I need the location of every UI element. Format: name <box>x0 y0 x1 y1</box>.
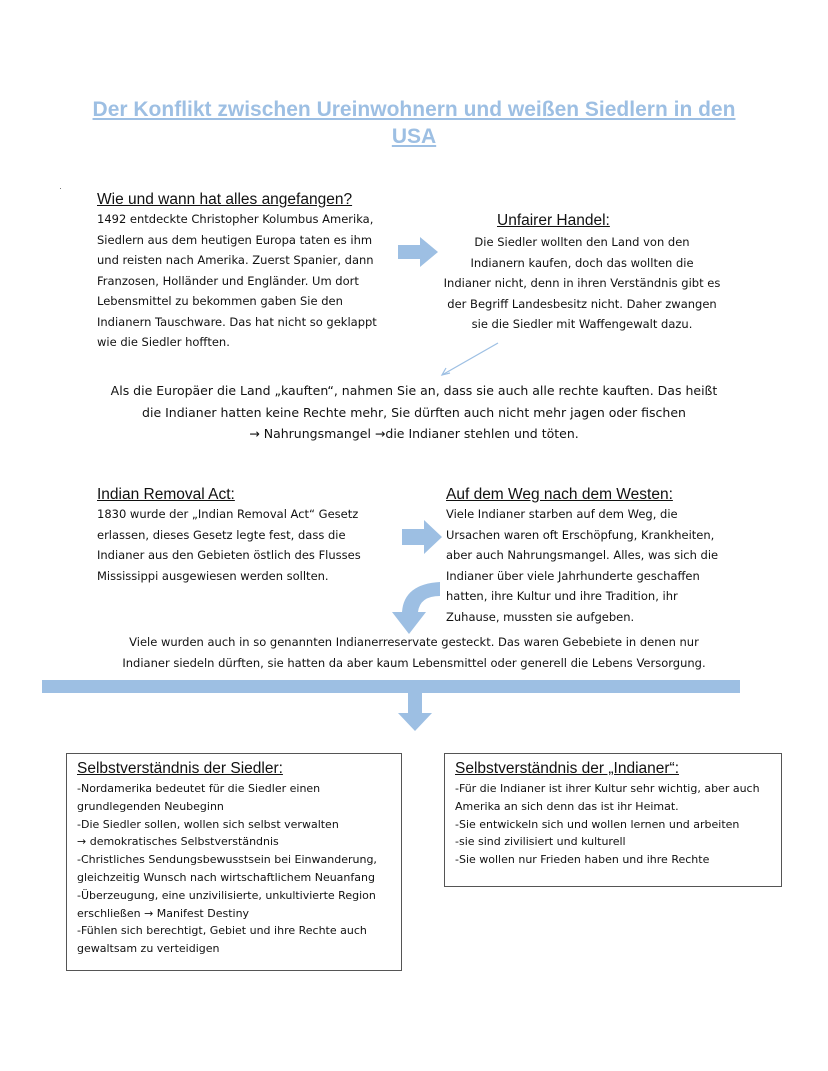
arrow-down-icon <box>398 693 432 731</box>
stray-dot <box>60 188 61 189</box>
rights-text: Als die Europäer die Land „kauften“, nahmen Sie an, dass sie auch alle rechte kauften. Das heißt die Indianer hatten keine Rechte mehr, Sie dürften auch nicht mehr jagen oder fischen → Nahrungsmangel →die Indianer stehlen und töten. <box>110 383 718 441</box>
indians-text: -Für die Indianer ist ihrer Kultur sehr wichtig, aber auch Amerika an sich denn das ist ihr Heimat. -Sie entwickeln sich und wollen lernen und arbeiten -sie sind zivilisiert und kulturell -Sie wollen nur Frieden haben und ihre Rechte <box>455 782 760 867</box>
removal-text: 1830 wurde der „Indian Removal Act“ Gesetz erlassen, dieses Gesetz legte fest, dass die Indianer aus den Gebieten östlich des Flusses Mississippi ausgewiesen werden sollten. <box>97 507 361 583</box>
west-text: Viele Indianer starben auf dem Weg, die Ursachen waren oft Erschöpfung, Krankheiten, aber auch Nahrungsmangel. Alles, was sich die Indianer über viele Jahrhunderte geschaffen hatten, ihre Kultur und ihre Tradition, ihr Zuhause, mussten sie aufgeben. <box>446 507 719 624</box>
settlers-heading: Selbstverständnis der Siedler: <box>77 760 283 777</box>
start-text: 1492 entdeckte Christopher Kolumbus Amerika, Siedlern aus dem heutigen Europa taten es ihm und reisten nach Amerika. Zuerst Spanier, dann Franzosen, Holländer und Engländer. Um dort Lebensmittel zu bekommen gaben Sie den Indianern Tauschware. Das hat nicht so geklappt wie die Siedler hofften. <box>97 212 377 349</box>
trade-text: Die Siedler wollten den Land von den Indianern kaufen, doch das wollten die Indianer nicht, denn in ihren Verständnis gibt es der Begriff Landesbesitz nicht. Daher zwangen sie die Siedler mit Waffengewalt dazu. <box>443 235 721 331</box>
page-title: Der Konflikt zwischen Ureinwohnern und weißen Siedlern in den USA <box>92 98 736 148</box>
indians-box <box>444 753 782 887</box>
curved-arrow-icon <box>392 580 442 636</box>
start-heading: Wie und wann hat alles angefangen? <box>97 191 353 208</box>
trade-heading: Unfairer Handel: <box>497 212 610 229</box>
indians-heading: Selbstverständnis der „Indianer“: <box>455 760 680 777</box>
west-heading: Auf dem Weg nach dem Westen: <box>446 486 673 503</box>
reservations-text: Viele wurden auch in so genannten Indianerreservate gesteckt. Das waren Gebebiete in denen nur Indianer siedeln dürften, sie hatten da aber kaum Lebensmittel oder generell die Lebens Versorgung. <box>122 635 706 670</box>
removal-heading: Indian Removal Act: <box>97 486 235 503</box>
diagonal-arrow-icon <box>436 340 502 380</box>
divider-bar <box>42 680 740 693</box>
arrow-right-icon <box>402 520 442 554</box>
settlers-box <box>66 753 402 971</box>
settlers-text: -Nordamerika bedeutet für die Siedler einen grundlegenden Neubeginn -Die Siedler sollen, wollen sich selbst verwalten → demokratisches Selbstverständnis -Christliches Sendungsbewusstsein bei Einwanderung, gleichzeitig Wunsch nach wirtschaftlichem Neuanfang -Überzeugung, eine unzivilisierte, unkultivierte Region erschließen → Manifest Destiny -Fühlen sich berechtigt, Gebiet und ihre Rechte auch gewaltsam zu verteidigen <box>77 782 377 956</box>
